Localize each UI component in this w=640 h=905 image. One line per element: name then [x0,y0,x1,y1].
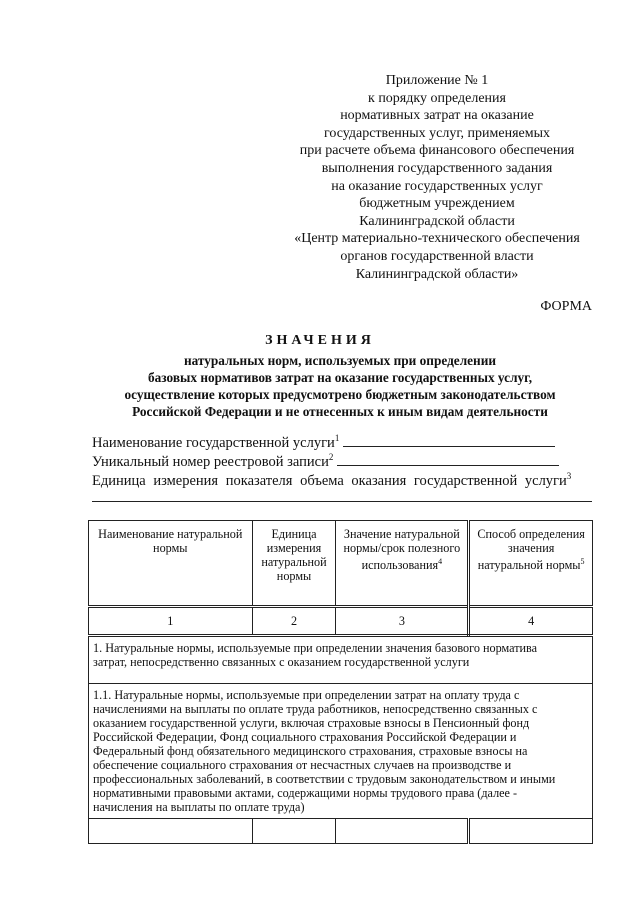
empty-cell[interactable] [89,819,253,844]
registry-number-label: Уникальный номер реестровой записи [92,453,329,470]
document-title: ЗНАЧЕНИЯ [265,333,375,348]
column-number: 1 [89,607,253,636]
footnote-ref: 4 [438,557,443,566]
appendix-line: при расчете объема финансового обеспечения [299,143,575,159]
section-1-1-line: начислениями на выплаты по оплате труда работников, непосредственно связанных с [93,702,538,716]
service-name-label: Наименование государственной услуги [92,434,335,451]
footnote-ref: 1 [334,433,340,443]
appendix-line: «Центр материально-технического обеспечения [294,231,580,247]
footnote-ref: 3 [566,471,572,481]
table-header-row [89,521,593,607]
registry-number-field [92,452,559,471]
empty-cell[interactable] [336,819,469,844]
appendix-line: к порядку определения [368,90,506,106]
unit-field [92,471,592,490]
service-name-field [92,433,555,452]
section-1-1-line: Федеральный фонд обязательного медицинского страхования, страховые взносы на [93,744,528,758]
section-1-1-line: начисления на выплаты по оплате труда) [93,800,305,814]
subtitle-line: базовых нормативов затрат на оказание государственных услуг, [147,370,533,385]
section-1-1-line: нормативными правовыми актами, содержащими нормы трудового права (далее - [93,786,518,800]
header-cell [89,521,253,607]
empty-data-row [89,819,593,844]
service-name-blank[interactable] [343,434,555,447]
appendix-line: органов государственной власти [340,248,534,264]
appendix-line: на оказание государственных услуг [331,178,543,194]
empty-cell[interactable] [469,819,593,844]
section-1-1-line: обеспечение социального страхования от несчастных случаев на производстве и [93,758,512,772]
column-number: 4 [469,607,593,636]
appendix-line: Приложение № 1 [385,73,489,88]
unit-label: Единица измерения показателя объема оказания государственной услуги [92,472,567,489]
header-cell [252,521,336,607]
appendix-line: Калининградской области [359,213,515,229]
header-text: Значение натуральной нормы/срок полезного использования [343,527,461,573]
section-1-line: 1. Натуральные нормы, используемые при определении значения базового норматива [93,641,538,655]
section-1-1-line: оказанием государственной услуги, включая страховые взносы в Пенсионный фонд [93,716,530,730]
subtitle-line: Российской Федерации и не отнесенных к иным видам деятельности [132,404,548,419]
appendix-line: выполнения государственного задания [321,160,553,176]
section-1-row [89,636,593,684]
registry-number-blank[interactable] [337,453,559,466]
footnote-ref: 2 [328,452,334,462]
header-cell [336,521,469,607]
section-1-1-row [89,684,593,819]
section-1-cell [89,636,593,684]
empty-cell[interactable] [252,819,336,844]
section-1-1-line: 1.1. Натуральные нормы, используемые при определении затрат на оплату труда с [93,688,520,702]
column-number-row [89,607,593,636]
document-subtitle [80,352,600,420]
form-label: ФОРМА [540,299,592,314]
section-1-1-cell [89,684,593,819]
subtitle-line: натуральных норм, используемых при определении [183,353,497,368]
section-1-line: затрат, непосредственно связанных с оказанием государственной услуги [93,655,470,669]
column-number: 3 [336,607,469,636]
appendix-header [272,72,602,283]
section-1-1-line: профессиональных заболеваний, в соответствии с трудовым законодательством и иными [93,772,556,786]
norms-table [88,520,593,844]
unit-blank[interactable] [92,501,592,502]
header-text: Единица измерения натуральной нормы [261,527,327,583]
appendix-line: государственных услуг, применяемых [323,125,551,141]
column-number: 2 [252,607,336,636]
header-cell [469,521,593,607]
section-1-1-line: Российской Федерации, Фонд социального страхования Российской Федерации и [93,730,517,744]
appendix-line: нормативных затрат на оказание [340,108,534,124]
appendix-line: бюджетным учреждением [359,196,515,212]
subtitle-line: осуществление которых предусмотрено бюджетным законодательством [124,387,556,402]
header-text: Наименование натуральной нормы [98,527,243,555]
appendix-line: Калининградской области» [355,266,519,282]
footnote-ref: 5 [580,557,585,566]
header-text: Способ определения значения натуральной нормы [477,527,585,573]
